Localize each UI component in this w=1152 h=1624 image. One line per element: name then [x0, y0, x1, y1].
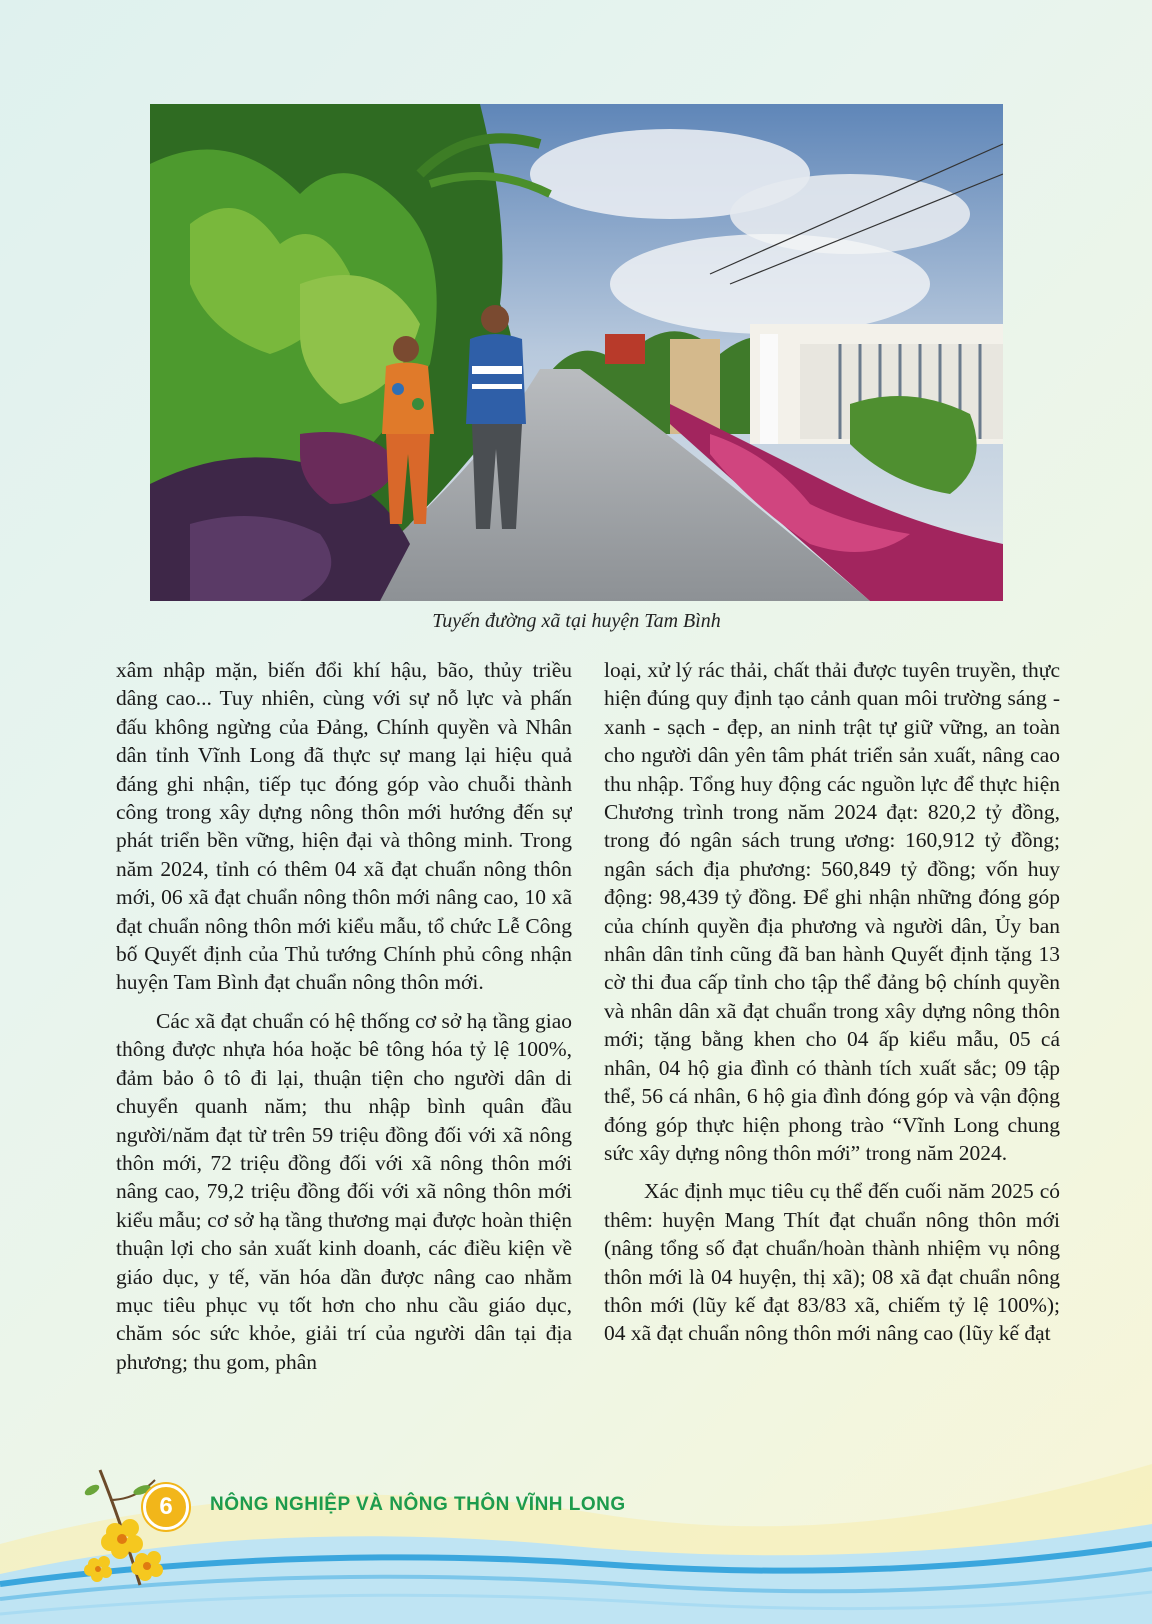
- article-column-left: [116, 656, 572, 1464]
- village-road-photo: [150, 104, 1003, 601]
- article-photo: [150, 104, 1003, 601]
- page-number-badge: 6: [143, 1484, 189, 1530]
- paragraph: Xác định mục tiêu cụ thể đến cuối năm 2025 có thêm: huyện Mang Thít đạt chuẩn nông thôn mới (nâng tổng số đạt chuẩn/hoàn thành nhiệm vụ nông thôn mới là 04 huyện, thị xã); 08 xã đạt chuẩn nông thôn mới (lũy kế đạt 83/83 xã, chiếm tỷ lệ 100%); 04 xã đạt chuẩn nông thôn mới nâng cao (lũy kế đạt: [604, 1179, 1060, 1346]
- paragraph: xâm nhập mặn, biến đổi khí hậu, bão, thủy triều dâng cao... Tuy nhiên, cùng với sự nỗ lực và phấn đấu không ngừng của Đảng, Chính quyền và Nhân dân tỉnh Vĩnh Long đã thực sự mang lại hiệu quả đáng ghi nhận, tiếp tục đóng góp vào chuỗi thành công trong xây dựng nông thôn mới hướng đến sự phát triển bền vững, hiện đại và thông minh. Trong năm 2024, tỉnh có thêm 04 xã đạt chuẩn nông thôn mới, 06 xã đạt chuẩn nông thôn mới nâng cao, 10 xã đạt chuẩn nông thôn mới kiểu mẫu, tổ chức Lễ Công bố Quyết định của Thủ tướng Chính phủ công nhận huyện Tam Bình đạt chuẩn nông thôn mới.: [116, 658, 572, 995]
- article-column-right: [604, 656, 1060, 1451]
- paragraph: loại, xử lý rác thải, chất thải được tuyên truyền, thực hiện đúng quy định tạo cảnh quan môi trường sáng - xanh - sạch - đẹp, an ninh trật tự giữ vững, an toàn cho người dân yên tâm phát triển sản xuất, nâng cao thu nhập. Tổng huy động các nguồn lực để thực hiện Chương trình trong năm 2024 đạt: 820,2 tỷ đồng, trong đó ngân sách trung ương: 160,912 tỷ đồng; ngân sách địa phương: 560,849 tỷ đồng; vốn huy động: 98,439 tỷ đồng. Để ghi nhận những đóng góp của chính quyền địa phương và người dân, Ủy ban nhân dân tỉnh cũng đã ban hành Quyết định tặng 13 cờ thi đua cấp tỉnh cho tập thể đảng bộ chính quyền và nhân dân xã đạt chuẩn trong xây dựng nông thôn mới; tặng bằng khen cho 04 ấp kiểu mẫu, 05 cá nhân, 04 hộ gia đình có thành tích xuất sắc; 09 tập thể, 56 cá nhân, 6 hộ gia đình đóng góp và vận động đóng góp thực hiện phong trào “Vĩnh Long chung sức xây dựng nông thôn mới” trong năm 2024.: [604, 658, 1060, 1165]
- photo-caption: Tuyến đường xã tại huyện Tam Bình: [432, 610, 721, 632]
- paragraph: Các xã đạt chuẩn có hệ thống cơ sở hạ tầng giao thông được nhựa hóa hoặc bê tông hóa tỷ lệ 100%, đảm bảo ô tô đi lại, thuận tiện cho người dân di chuyển quanh năm; thu nhập bình quân đầu người/năm đạt từ trên 59 triệu đồng đối với xã nông thôn mới, 72 triệu đồng đối với xã nông thôn mới nâng cao, 79,2 triệu đồng đối với xã nông thôn mới kiểu mẫu; cơ sở hạ tầng thương mại được hoàn thiện thuận lợi cho sản xuất kinh doanh, các điều kiện về giáo dục, y tế, văn hóa dần được nâng cao nhằm mục tiêu phục vụ tốt hơn cho nhu cầu giáo dục, chăm sóc sức khỏe, giải trí của người dân tại địa phương; thu gom, phân: [116, 1008, 572, 1374]
- publication-title: NÔNG NGHIỆP VÀ NÔNG THÔN VĨNH LONG: [210, 1494, 626, 1515]
